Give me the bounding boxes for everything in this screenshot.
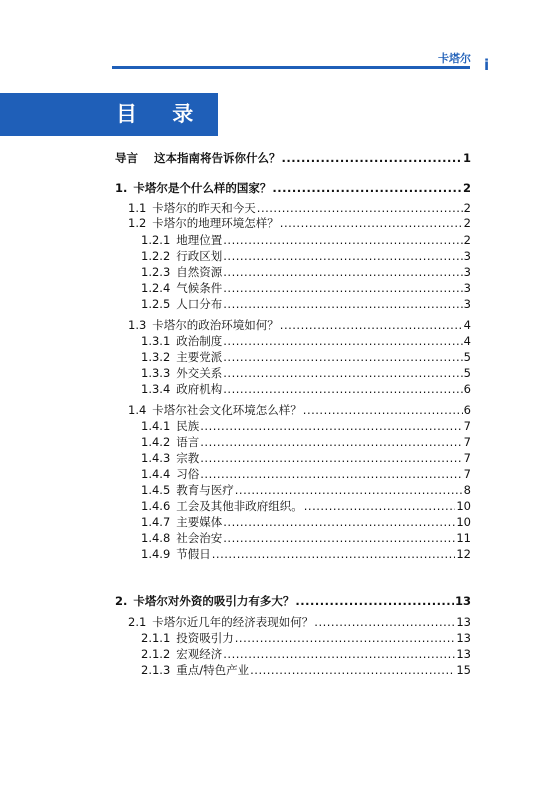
toc-dot-leader (280, 318, 463, 333)
toc-entry-page: 3 (463, 281, 471, 295)
toc-entry-title: 卡塔尔的地理环境怎样？ (152, 216, 279, 230)
toc-entry-number: 2.1.3 (141, 663, 171, 677)
toc-dot-leader (223, 350, 462, 365)
toc-entry-number: 1.4.2 (141, 435, 171, 449)
toc-dot-leader (250, 663, 455, 678)
toc-entry-page: 2 (463, 216, 471, 230)
toc-entry-number: 1.2.1 (141, 233, 171, 247)
toc-entry-page: 7 (463, 419, 471, 433)
header-title: 卡塔尔 (438, 52, 471, 65)
toc-entry-number: 1.3 (128, 318, 147, 332)
toc-entry-page: 2 (462, 181, 471, 195)
toc-entry-page: 2 (463, 233, 471, 247)
toc-dot-leader (223, 531, 455, 546)
toc-entry[interactable] (141, 382, 471, 397)
toc-dot-leader (223, 366, 462, 381)
toc-entry-number: 1.3.1 (141, 334, 171, 348)
toc-dot-leader (223, 265, 462, 280)
toc-entry-number: 1. (115, 181, 128, 195)
toc-entry-title: 气候条件 (176, 281, 223, 295)
toc-dot-leader (272, 181, 462, 196)
toc-entry-page: 10 (456, 499, 471, 513)
toc-entry-number: 1.2.3 (141, 265, 171, 279)
toc-entry[interactable] (141, 451, 471, 466)
toc-entry[interactable] (141, 233, 471, 248)
toc-entry[interactable] (141, 499, 471, 514)
toc-dot-leader (223, 382, 462, 397)
toc-entry-page: 7 (463, 467, 471, 481)
toc-dot-leader (257, 201, 463, 216)
toc-dot-leader (212, 547, 456, 562)
toc-entry-number: 1.2.2 (141, 249, 171, 263)
toc-dot-leader (223, 233, 462, 248)
toc-entry-title: 主要媒体 (176, 515, 223, 529)
toc-entry[interactable] (141, 419, 471, 434)
toc-entry-title: 民族 (176, 419, 200, 433)
toc-entry[interactable] (141, 281, 471, 296)
toc-dot-leader (223, 297, 462, 312)
toc-entry-number: 1.4.8 (141, 531, 171, 545)
toc-entry-title: 宗教 (176, 451, 200, 465)
toc-entry[interactable] (141, 647, 471, 662)
toc-entry[interactable] (141, 515, 471, 530)
toc-entry-page: 3 (463, 249, 471, 263)
toc-entry[interactable] (128, 201, 471, 216)
toc-dot-leader (282, 151, 462, 166)
toc-entry[interactable] (141, 297, 471, 312)
toc-entry[interactable] (128, 318, 471, 333)
toc-entry-number: 2. (115, 594, 128, 608)
toc-entry-title: 语言 (176, 435, 200, 449)
toc-entry-page: 6 (463, 403, 471, 417)
toc-entry-title: 卡塔尔近几年的经济表现如何？ (152, 615, 314, 629)
toc-entry[interactable] (115, 181, 471, 196)
toc-entry-number: 1.1 (128, 201, 147, 215)
toc-entry-title: 自然资源 (176, 265, 223, 279)
toc-entry-number: 1.4.9 (141, 547, 171, 561)
toc-entry-title: 行政区划 (176, 249, 223, 263)
toc-entry[interactable] (141, 435, 471, 450)
toc-entry-page: 5 (463, 350, 471, 364)
toc-entry[interactable] (141, 350, 471, 365)
toc-entry-number: 1.4.5 (141, 483, 171, 497)
toc-entry-page: 7 (463, 435, 471, 449)
toc-entry[interactable] (115, 594, 471, 609)
toc-dot-leader (295, 594, 454, 609)
toc-entry[interactable] (141, 467, 471, 482)
toc-dot-leader (235, 483, 463, 498)
toc-dot-leader (200, 435, 462, 450)
toc-entry-title: 这本指南将告诉你什么？ (154, 151, 281, 165)
toc-dot-leader (223, 334, 462, 349)
toc-entry-number: 1.2 (128, 216, 147, 230)
toc-entry-title: 政府机构 (176, 382, 223, 396)
toc-entry[interactable] (141, 265, 471, 280)
toc-entry-title: 外交关系 (176, 366, 223, 380)
toc-entry-number: 1.4.7 (141, 515, 171, 529)
toc-entry[interactable] (141, 334, 471, 349)
toc-entry-page: 3 (463, 265, 471, 279)
toc-entry[interactable] (128, 216, 471, 231)
toc-entry[interactable] (141, 366, 471, 381)
toc-entry-page: 2 (463, 201, 471, 215)
toc-entry-page: 5 (463, 366, 471, 380)
toc-entry-page: 4 (463, 318, 471, 332)
toc-entry-page: 1 (462, 151, 471, 165)
toc-entry-page: 6 (463, 382, 471, 396)
toc-entry-page: 8 (463, 483, 471, 497)
toc-entry-title: 工会及其他非政府组织。 (176, 499, 303, 513)
toc-entry-title: 投资吸引力 (176, 631, 234, 645)
toc-dot-leader (223, 281, 462, 296)
toc-entry-number: 1.3.3 (141, 366, 171, 380)
toc-entry-title: 教育与医疗 (176, 483, 234, 497)
toc-entry-page: 15 (456, 663, 471, 677)
toc-entry-number: 导言 (115, 151, 138, 165)
header-page-number: i (484, 56, 490, 74)
toc-entry-title: 政治制度 (176, 334, 223, 348)
toc-entry[interactable] (141, 631, 471, 646)
toc-entry-number: 1.2.5 (141, 297, 171, 311)
toc-entry[interactable] (128, 403, 471, 418)
toc-entry-title: 社会治安 (176, 531, 223, 545)
toc-dot-leader (200, 467, 462, 482)
toc-dot-leader (304, 499, 456, 514)
toc-dot-leader (303, 403, 463, 418)
toc-entry-number: 2.1.1 (141, 631, 171, 645)
toc-entry-number: 1.4 (128, 403, 147, 417)
toc-entry-title: 人口分布 (176, 297, 223, 311)
toc-entry-title: 卡塔尔的政治环境如何？ (152, 318, 279, 332)
toc-heading: 目 录 (116, 102, 208, 126)
toc-entry-title: 习俗 (176, 467, 200, 481)
toc-entry-page: 4 (463, 334, 471, 348)
toc-dot-leader (200, 451, 462, 466)
toc-entry-page: 11 (456, 531, 471, 545)
toc-entry[interactable] (141, 547, 471, 562)
toc-entry[interactable] (141, 249, 471, 264)
toc-dot-leader (223, 249, 462, 264)
toc-dot-leader (235, 631, 456, 646)
toc-entry-page: 13 (454, 594, 471, 608)
toc-entry-title: 卡塔尔是个什么样的国家？ (133, 181, 272, 195)
toc-entry-number: 1.4.3 (141, 451, 171, 465)
toc-entry-page: 13 (456, 615, 471, 629)
toc-entry-page: 13 (456, 647, 471, 661)
toc-entry-page: 12 (456, 547, 471, 561)
toc-entry-number: 1.4.6 (141, 499, 171, 513)
toc-entry-title: 宏观经济 (176, 647, 223, 661)
toc-entry-page: 7 (463, 451, 471, 465)
toc-entry-title: 主要党派 (176, 350, 223, 364)
toc-entry-page: 3 (463, 297, 471, 311)
toc-entry-title: 地理位置 (176, 233, 223, 247)
toc-entry-page: 10 (456, 515, 471, 529)
toc-entry-number: 2.1 (128, 615, 147, 629)
toc-dot-leader (314, 615, 455, 630)
toc-entry-title: 卡塔尔社会文化环境怎么样？ (152, 403, 302, 417)
toc-entry-number: 1.3.2 (141, 350, 171, 364)
toc-dot-leader (200, 419, 462, 434)
toc-entry[interactable] (128, 615, 471, 630)
toc-dot-leader (280, 216, 463, 231)
toc-entry-page: 13 (456, 631, 471, 645)
toc-entry[interactable] (141, 663, 471, 678)
toc-entry[interactable] (141, 483, 471, 498)
toc-entry[interactable] (141, 531, 471, 546)
toc-entry-title: 重点/特色产业 (176, 663, 250, 677)
toc-entry[interactable] (115, 151, 471, 166)
toc-entry-title: 卡塔尔对外资的吸引力有多大？ (133, 594, 295, 608)
toc-entry-title: 卡塔尔的昨天和今天 (152, 201, 256, 215)
toc-entry-number: 1.3.4 (141, 382, 171, 396)
toc-entry-title: 节假日 (176, 547, 211, 561)
toc-entry-number: 1.2.4 (141, 281, 171, 295)
toc-entry-number: 1.4.4 (141, 467, 171, 481)
toc-entry-number: 2.1.2 (141, 647, 171, 661)
toc-entry-number: 1.4.1 (141, 419, 171, 433)
toc-dot-leader (223, 515, 455, 530)
toc-dot-leader (223, 647, 455, 662)
